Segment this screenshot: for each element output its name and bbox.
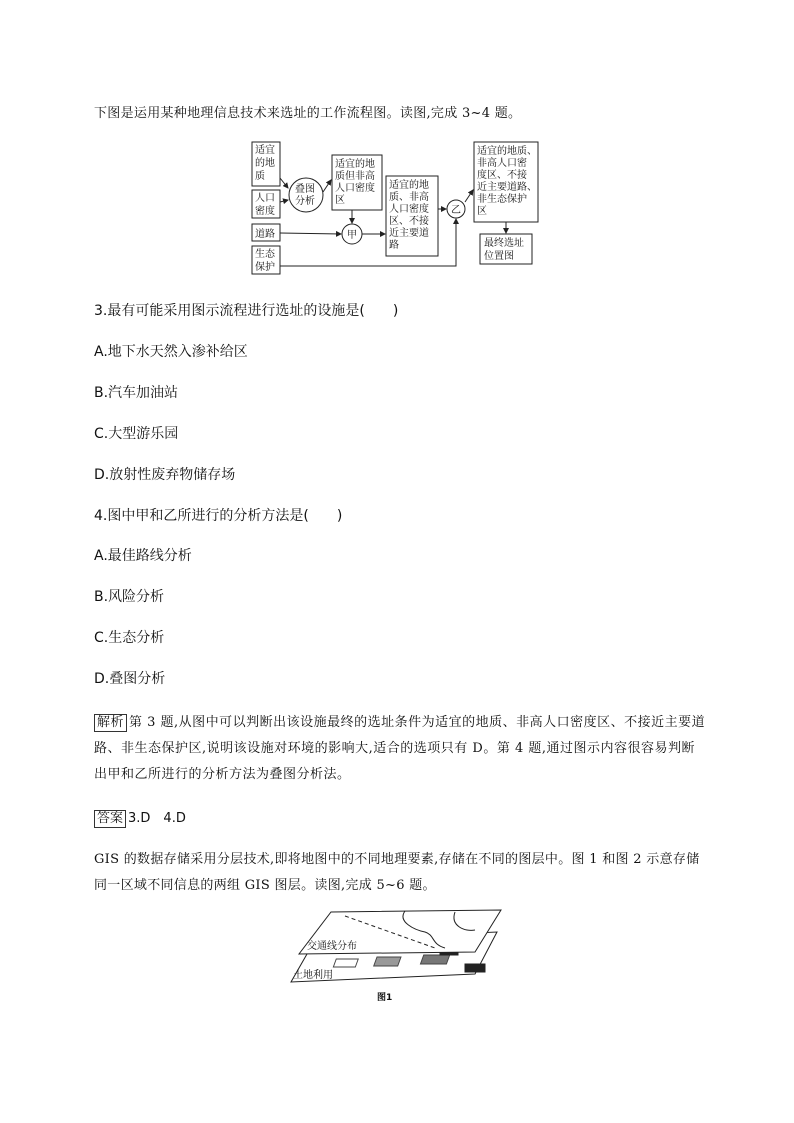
answer-text: 3.D 4.D [128, 811, 186, 826]
box-result1-line4: 区 [335, 195, 345, 206]
intro-text: 下图是运用某种地理信息技术来选址的工作流程图。读图,完成 3~4 题。 [94, 106, 522, 121]
circle-jia-label: 甲 [347, 230, 357, 241]
box-geology-line3: 质 [255, 171, 265, 182]
analysis-text: 第 3 题,从图中可以判断出该设施最终的选址条件为适宜的地质、非高人口密度区、不接近主要道路、非生态保护区,说明该设施对环境的影响大,适合的选项只有 D。第 4 题,通过图示内容很容易判断出甲和乙所进行的分析方法为叠图分析法。 [94, 715, 706, 782]
box-result3-line1: 适宜的地质、 [477, 146, 537, 157]
box-geology-line2: 的地 [255, 158, 275, 169]
box-result3-line5: 非生态保护 [477, 194, 527, 205]
box-result2-line2: 质、非高 [389, 192, 429, 203]
q3-option-c: C.大型游乐园 [94, 426, 179, 442]
q4-option-a: A.最佳路线分析 [94, 548, 192, 564]
box-result3-line4: 近主要道路、 [477, 182, 537, 193]
q3-option-a: A.地下水天然入渗补给区 [94, 344, 248, 360]
layer-top-label: 交通线分布 [307, 941, 357, 952]
analysis-block [94, 710, 706, 788]
site-selection-flowchart [250, 140, 550, 275]
q3-title: 3.最有可能采用图示流程进行选址的设施是( ) [94, 303, 399, 319]
box-result2-line4: 区、不接 [389, 216, 429, 227]
q3-option-b: B.汽车加油站 [94, 385, 179, 401]
box-population-line2: 密度 [255, 206, 275, 217]
figure1-caption: 图1 [377, 993, 393, 1003]
gis-intro-text: GIS 的数据存储采用分层技术,即将地图中的不同地理要素,存储在不同的图层中。图 1 和图 2 示意存储同一区域不同信息的两组 GIS 图层。读图,完成 5~6 题。 [94, 852, 700, 893]
box-result1-line1: 适宜的地 [335, 159, 375, 170]
circle-yi-label: 乙 [451, 205, 461, 216]
box-result2-line3: 人口密度 [389, 204, 429, 215]
landuse-patch-1 [333, 959, 358, 967]
q4-option-b: B.风险分析 [94, 589, 165, 605]
circle-overlay-line1: 叠图 [295, 184, 315, 195]
circle-overlay-line2: 分析 [295, 196, 315, 207]
box-result2-line6: 路 [389, 240, 399, 251]
box-final-line2: 位置图 [484, 251, 514, 262]
box-result2-line5: 近主要道 [389, 228, 429, 239]
box-result2-line1: 适宜的地 [389, 180, 429, 191]
box-eco-line2: 保护 [255, 262, 275, 273]
box-geology-line1: 适宜 [255, 145, 275, 156]
answer-block [94, 807, 186, 828]
landuse-patch-4 [465, 964, 485, 972]
box-result3-line2: 非高人口密 [477, 158, 527, 169]
analysis-tag: 解析 [94, 714, 127, 732]
answer-tag: 答案 [94, 810, 126, 828]
layer-bottom-label: 土地利用 [293, 970, 333, 981]
q3-option-d: D.放射性废弃物储存场 [94, 467, 236, 483]
figure1-gis-layers [285, 902, 505, 1004]
q4-option-d: D.叠图分析 [94, 671, 166, 687]
box-result3-line3: 度区、不接 [477, 170, 527, 181]
landuse-patch-2 [374, 957, 401, 966]
box-result1-line3: 人口密度 [335, 183, 375, 194]
q4-title: 4.图中甲和乙所进行的分析方法是( ) [94, 508, 343, 524]
box-eco-line1: 生态 [255, 249, 275, 260]
landuse-patch-3 [420, 955, 449, 964]
box-result3-line6: 区 [477, 206, 487, 217]
box-population-line1: 人口 [255, 193, 275, 204]
q4-option-c: C.生态分析 [94, 630, 165, 646]
box-road-label: 道路 [255, 229, 275, 240]
box-final-line1: 最终选址 [484, 238, 524, 249]
box-result1-line2: 质但非高 [335, 171, 375, 182]
